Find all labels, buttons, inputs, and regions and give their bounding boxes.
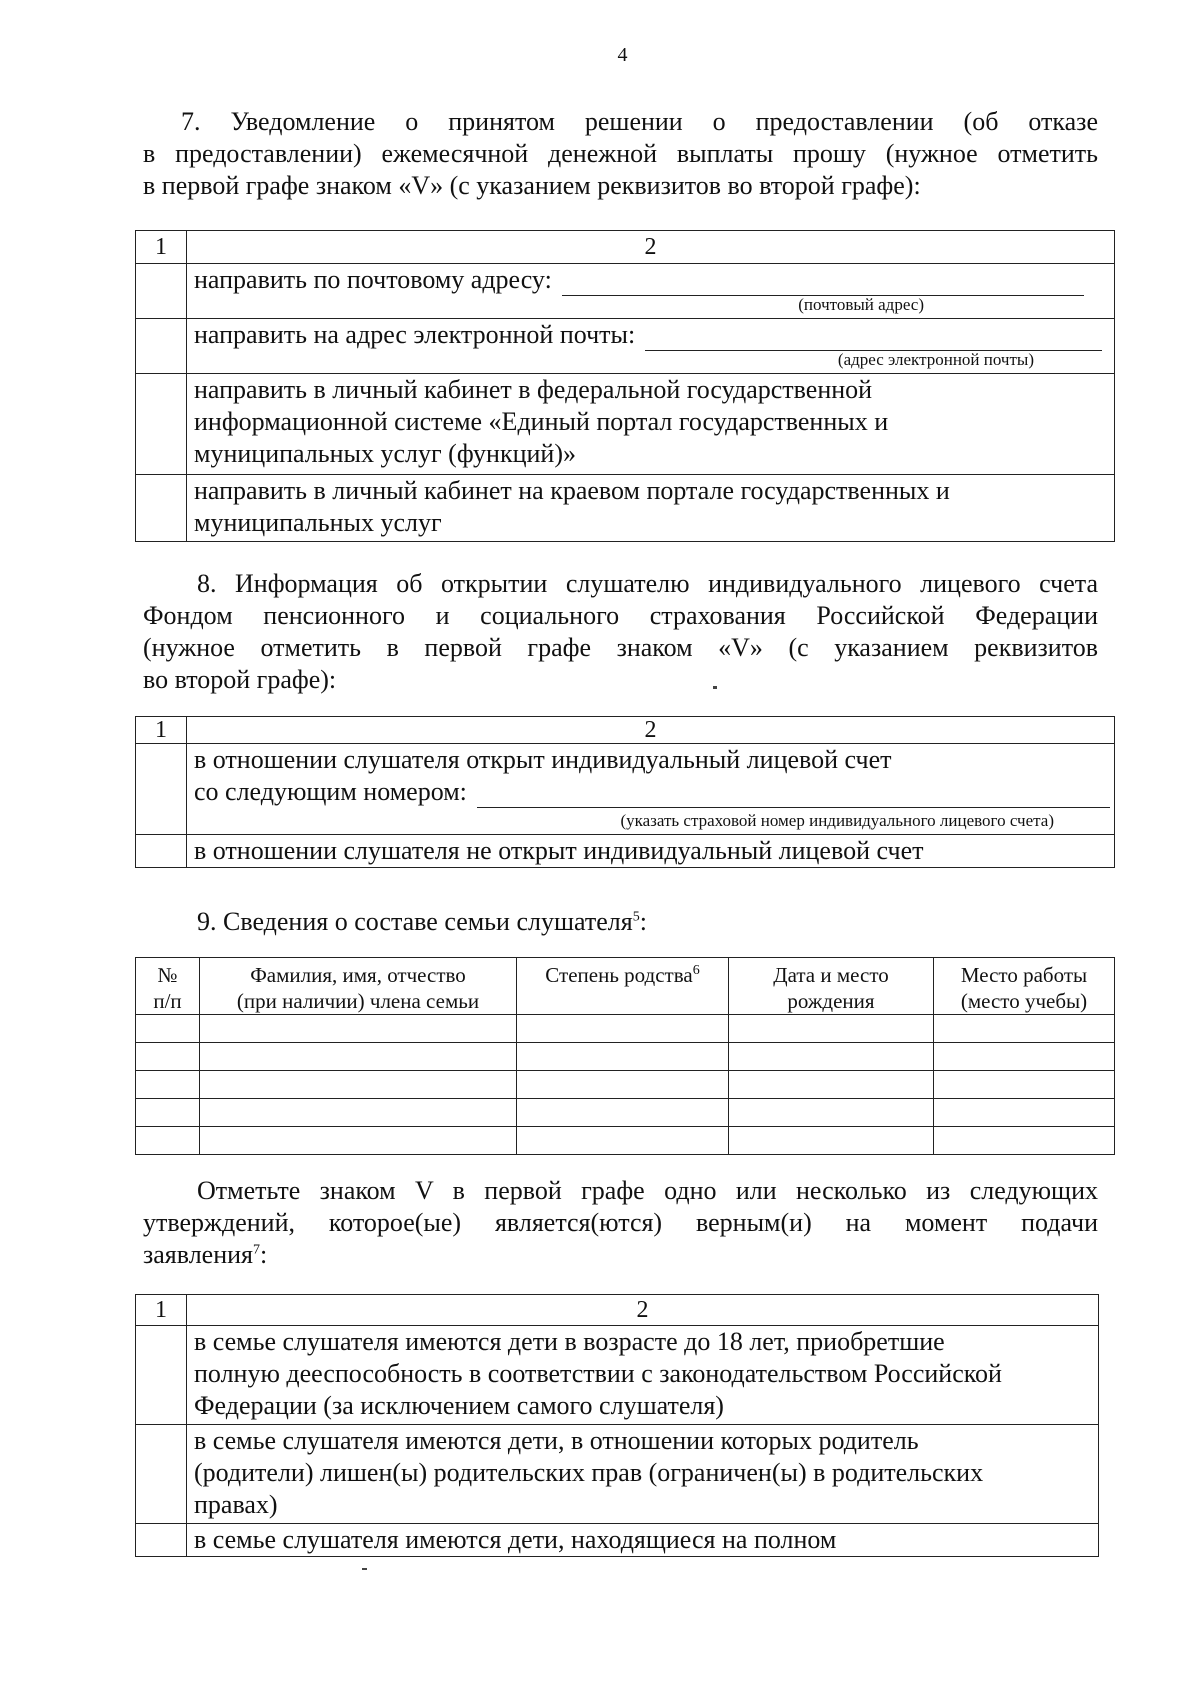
section-7-line-1: 7. Уведомление о принятом решении о предоставлении (об отказе	[181, 107, 1098, 136]
section-7-text	[143, 106, 1098, 202]
account-not-opened-label: в отношении слушателя не открыт индивидуальный лицевой счет	[187, 835, 1115, 868]
account-opened-label-line-1: в отношении слушателя открыт индивидуальный лицевой счет	[194, 745, 892, 774]
column-2-header: 2	[187, 717, 1115, 744]
family-row-4	[136, 1099, 1115, 1127]
children-capacity-label: в семье слушателя имеются дети в возрасте до 18 лет, приобретшие полную дееспособность в соответствии с законодательством Российской Федерации (за исключением самого слушателя)	[187, 1326, 1099, 1425]
cell[interactable]	[934, 1015, 1115, 1043]
family-row-2	[136, 1043, 1115, 1071]
account-number-field[interactable]	[477, 785, 1110, 808]
section-7-line-3: в первой графе знаком «V» (с указанием реквизитов во второй графе):	[143, 171, 921, 200]
cell[interactable]	[517, 1043, 729, 1071]
column-1-header: 1	[136, 231, 187, 264]
children-full-support-label: в семье слушателя имеются дети, находящиеся на полном	[187, 1524, 1099, 1557]
postal-checkbox-cell[interactable]	[136, 264, 187, 319]
header-number: № п/п	[136, 958, 200, 1015]
header-work: Место работы (место учебы)	[934, 958, 1115, 1015]
statements-instruction	[143, 1175, 1098, 1271]
header-birth: Дата и место рождения	[729, 958, 934, 1015]
cell[interactable]	[934, 1099, 1115, 1127]
cell[interactable]	[136, 1127, 200, 1155]
section-8-line-3: (нужное отметить в первой графе знаком «V» (с указанием реквизитов	[143, 633, 1098, 662]
cell[interactable]	[136, 1071, 200, 1099]
account-not-opened-checkbox-cell[interactable]	[136, 835, 187, 868]
family-row-3	[136, 1071, 1115, 1099]
section-8-line-2: Фондом пенсионного и социального страхования Российской Федерации	[143, 601, 1098, 630]
postal-address-field[interactable]	[562, 273, 1084, 296]
cell[interactable]	[136, 1099, 200, 1127]
statement-row-children-deprived	[136, 1425, 1099, 1524]
family-members-table	[135, 957, 1115, 1155]
option-row-email	[136, 319, 1115, 374]
column-1-header: 1	[136, 717, 187, 744]
cell[interactable]	[517, 1015, 729, 1043]
children-deprived-label: в семье слушателя имеются дети, в отношении которых родитель (родители) лишен(ы) родительских прав (ограничен(ы) в родительских правах)	[187, 1425, 1099, 1524]
option-row-gosuslugi	[136, 374, 1115, 475]
cell[interactable]	[729, 1071, 934, 1099]
option-row-account-opened	[136, 744, 1115, 835]
cell[interactable]	[517, 1127, 729, 1155]
gosuslugi-checkbox-cell[interactable]	[136, 374, 187, 475]
cell[interactable]	[934, 1043, 1115, 1071]
family-statements-table	[135, 1294, 1099, 1557]
cell[interactable]	[729, 1127, 934, 1155]
header-relation: Степень родства$^6$	[517, 958, 729, 1015]
column-1-header: 1	[136, 1295, 187, 1326]
notification-method-table	[135, 230, 1115, 542]
account-opened-label-line-2: со следующим номером:	[194, 777, 467, 806]
section-8-text	[143, 568, 1098, 696]
cell[interactable]	[200, 1071, 517, 1099]
statements-line-1: Отметьте знаком V в первой графе одно или несколько из следующих	[197, 1176, 1098, 1205]
cell[interactable]	[517, 1099, 729, 1127]
statements-line-3: заявления$^7$:	[143, 1240, 268, 1269]
header-full-name: Фамилия, имя, отчество (при наличии) члена семьи	[200, 958, 517, 1015]
children-full-support-checkbox-cell[interactable]	[136, 1524, 187, 1557]
email-address-field[interactable]	[645, 328, 1102, 351]
regional-portal-option-label: направить в личный кабинет на краевом портале государственных и муниципальных услуг	[187, 475, 1115, 542]
postal-option-label: направить по почтовому адресу:	[194, 265, 552, 294]
cell[interactable]	[200, 1043, 517, 1071]
statements-line-2: утверждений, которое(ые) является(ются) верным(и) на момент подачи	[143, 1208, 1098, 1237]
account-number-hint: (указать страховой номер индивидуального лицевого счета)	[620, 811, 1054, 830]
section-7-line-2: в предоставлении) ежемесячной денежной выплаты прошу (нужное отметить	[143, 139, 1098, 168]
option-row-account-not-opened	[136, 835, 1115, 868]
cell[interactable]	[136, 1015, 200, 1043]
section-9-title: 9. Сведения о составе семьи слушателя$^5$:	[197, 907, 647, 936]
page-number: 4	[617, 44, 628, 66]
children-deprived-checkbox-cell[interactable]	[136, 1425, 187, 1524]
account-opened-checkbox-cell[interactable]	[136, 744, 187, 835]
email-option-label: направить на адрес электронной почты:	[194, 320, 636, 349]
cell[interactable]	[517, 1071, 729, 1099]
option-row-regional-portal	[136, 475, 1115, 542]
cell[interactable]	[729, 1015, 934, 1043]
cell[interactable]	[200, 1015, 517, 1043]
cell[interactable]	[200, 1127, 517, 1155]
children-capacity-checkbox-cell[interactable]	[136, 1326, 187, 1425]
cell[interactable]	[729, 1043, 934, 1071]
gosuslugi-option-label: направить в личный кабинет в федеральной государственной информационной системе «Единый портал государственных и муниципальных услуг (функций)»	[187, 374, 1115, 475]
postal-address-hint: (почтовый адрес)	[798, 295, 924, 314]
cell[interactable]	[934, 1127, 1115, 1155]
stray-dot	[362, 1568, 367, 1570]
statement-row-children-capacity	[136, 1326, 1099, 1425]
family-row-5	[136, 1127, 1115, 1155]
section-8-line-4: во второй графе):	[143, 665, 337, 694]
email-address-hint: (адрес электронной почты)	[837, 350, 1034, 369]
cell[interactable]	[934, 1071, 1115, 1099]
stray-dot	[713, 686, 717, 689]
cell[interactable]	[136, 1043, 200, 1071]
option-row-postal	[136, 264, 1115, 319]
regional-portal-checkbox-cell[interactable]	[136, 475, 187, 542]
statement-row-children-full-support	[136, 1524, 1099, 1557]
section-8-line-1: 8. Информация об открытии слушателю индивидуального лицевого счета	[197, 569, 1098, 598]
cell[interactable]	[729, 1099, 934, 1127]
cell[interactable]	[200, 1099, 517, 1127]
account-info-table	[135, 716, 1115, 868]
column-2-header: 2	[187, 231, 1115, 264]
email-checkbox-cell[interactable]	[136, 319, 187, 374]
column-2-header: 2	[187, 1295, 1099, 1326]
family-row-1	[136, 1015, 1115, 1043]
